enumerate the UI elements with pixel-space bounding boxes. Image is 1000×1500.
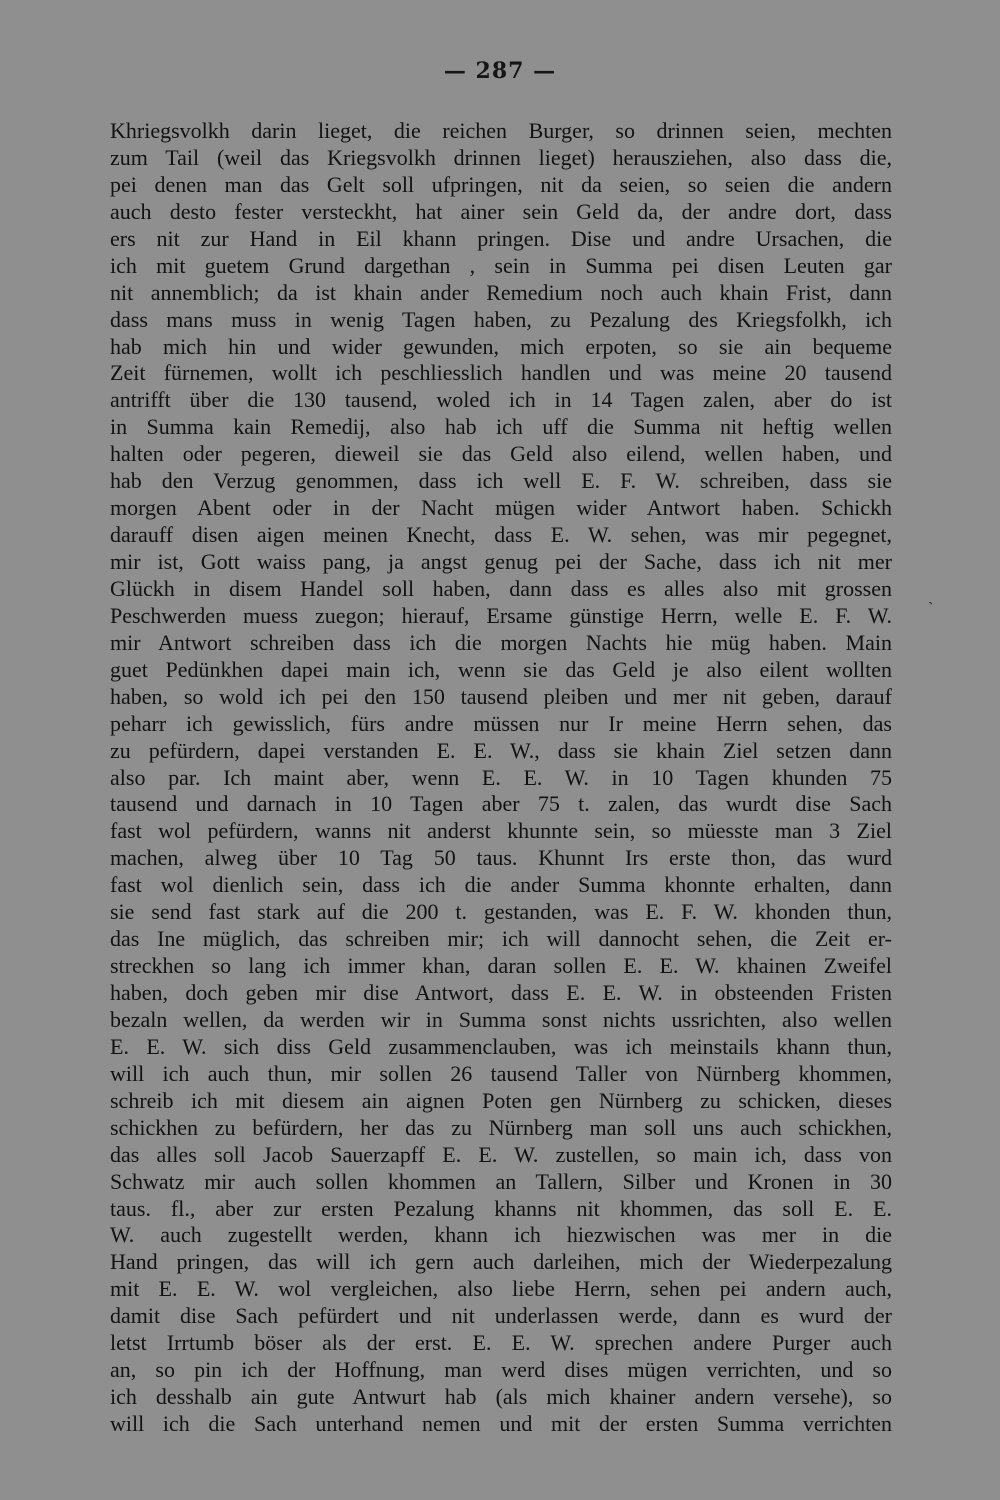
text-line: Glückh in disem Handel soll haben, dann dass es alles also mit grossen: [110, 575, 892, 601]
text-line: zum Tail (weil das Kriegsvolkh drinnen lieget) herausziehen, also dass die,: [110, 144, 892, 170]
text-line: an, so pin ich der Hoffnung, man werd dises mügen verrichten, und so: [110, 1357, 892, 1383]
page-number: — 287 —: [443, 58, 557, 84]
text-line: also par. Ich maint aber, wenn E. E. W. in 10 Tagen khunden 75: [110, 764, 892, 790]
text-line: in Summa kain Remedij, also hab ich uff die Summa nit heftig wellen: [110, 414, 892, 440]
text-line: tausend und darnach in 10 Tagen aber 75 t. zalen, das wurdt dise Sach: [110, 791, 892, 817]
text-line: damit dise Sach pefürdert und nit underlassen werde, dann es wurd der: [110, 1303, 892, 1329]
text-line: fast wol pefürdern, wanns nit anderst khunnte sein, so müesste man 3 Ziel: [110, 818, 892, 844]
text-line: halten oder pegeren, dieweil sie das Geld also eilend, wellen haben, und: [110, 441, 892, 467]
text-line: morgen Abent oder in der Nacht mügen wider Antwort haben. Schickh: [110, 495, 892, 521]
text-line: guet Pedünkhen dapei main ich, wenn sie das Geld je also eilent wollten: [110, 656, 892, 682]
text-line: ers nit zur Hand in Eil khann pringen. Dise und andre Ursachen, die: [110, 225, 892, 251]
text-line: mir Antwort schreiben dass ich die morgen Nachts hie müg haben. Main: [110, 629, 892, 655]
text-line: darauff disen aigen meinen Knecht, dass E. W. sehen, was mir pegegnet,: [110, 522, 892, 548]
text-line: taus. fl., aber zur ersten Pezalung khanns nit khommen, das soll E. E.: [110, 1195, 892, 1221]
text-line: nit annemblich; da ist khain ander Remedium noch auch khain Frist, dann: [110, 279, 892, 305]
text-line: auch desto fester versteckht, hat ainer sein Geld da, der andre dort, dass: [110, 198, 892, 224]
text-line: W. auch zugestellt werden, khann ich hiezwischen was mer in die: [110, 1222, 892, 1248]
text-line: hab mich hin und wider gewunden, mich erpoten, so sie ain bequeme: [110, 333, 892, 359]
text-line: Hand pringen, das will ich gern auch darleihen, mich der Wiederpezalung: [110, 1249, 892, 1275]
text-line: ich desshalb ain gute Antwurt hab (als mich khainer andern versehe), so: [110, 1384, 892, 1410]
text-line: mit E. E. W. wol vergleichen, also liebe Herrn, sehen pei andern auch,: [110, 1276, 892, 1302]
text-line: will ich die Sach unterhand nemen und mit der ersten Summa verrichten: [110, 1411, 892, 1436]
body-text: [110, 118, 892, 1438]
text-line: streckhen so lang ich immer khan, daran sollen E. E. W. khainen Zweifel: [110, 953, 892, 979]
text-line: antrifft über die 130 tausend, woled ich in 14 Tagen zalen, aber do ist: [110, 387, 892, 413]
text-line: Schwatz mir auch sollen khommen an Tallern, Silber und Kronen in 30: [110, 1168, 892, 1194]
text-line: fast wol dienlich sein, dass ich die ander Summa khonnte erhalten, dann: [110, 872, 892, 898]
text-line: pei denen man das Gelt soll ufpringen, nit da seien, so seien die andern: [110, 171, 892, 197]
text-line: letst Irrtumb böser als der erst. E. E. W. sprechen andere Purger auch: [110, 1330, 892, 1356]
text-line: hab den Verzug genommen, dass ich well E. F. W. schreiben, dass sie: [110, 468, 892, 494]
text-line: peharr ich gewisslich, fürs andre müssen nur Ir meine Herrn sehen, das: [110, 710, 892, 736]
text-line: bezaln wellen, da werden wir in Summa sonst nichts ussrichten, also wellen: [110, 1006, 892, 1032]
text-line: Khriegsvolkh darin lieget, die reichen Burger, so drinnen seien, mechten: [110, 118, 892, 143]
text-line: zu pefürdern, dapei verstanden E. E. W., dass sie khain Ziel setzen dann: [110, 737, 892, 763]
text-line: machen, alweg über 10 Tag 50 taus. Khunnt Irs erste thon, das wurd: [110, 845, 892, 871]
text-line: das alles soll Jacob Sauerzapff E. E. W. zustellen, so main ich, dass von: [110, 1141, 892, 1167]
text-line: E. E. W. sich diss Geld zusammenclauben, was ich meinstails khann thun,: [110, 1033, 892, 1059]
margin-mark: ˋ: [928, 600, 934, 617]
text-line: ich mit guetem Grund dargethan , sein in Summa pei disen Leuten gar: [110, 252, 892, 278]
text-line: haben, doch geben mir dise Antwort, dass E. E. W. in obsteenden Fristen: [110, 980, 892, 1005]
text-line: schreib ich mit diesem ain aignen Poten gen Nürnberg zu schicken, dieses: [110, 1087, 892, 1113]
text-line: sie send fast stark auf die 200 t. gestanden, was E. F. W. khonden thun,: [110, 899, 892, 925]
text-line: haben, so wold ich pei den 150 tausend pleiben und mer nit geben, darauf: [110, 683, 892, 709]
text-line: das Ine müglich, das schreiben mir; ich will dannocht sehen, die Zeit er-: [110, 926, 892, 952]
text-line: mir ist, Gott waiss pang, ja angst genug pei der Sache, dass ich nit mer: [110, 549, 892, 574]
text-line: Peschwerden muess zuegon; hierauf, Ersame günstige Herrn, welle E. F. W.: [110, 602, 892, 628]
text-line: Zeit fürnemen, wollt ich peschliesslich handlen und was meine 20 tausend: [110, 360, 892, 386]
text-line: schickhen zu befürdern, her das zu Nürnberg man soll uns auch schickhen,: [110, 1114, 892, 1140]
text-line: dass mans muss in wenig Tagen haben, zu Pezalung des Kriegsfolkh, ich: [110, 306, 892, 332]
text-line: will ich auch thun, mir sollen 26 tausend Taller von Nürnberg khommen,: [110, 1060, 892, 1086]
